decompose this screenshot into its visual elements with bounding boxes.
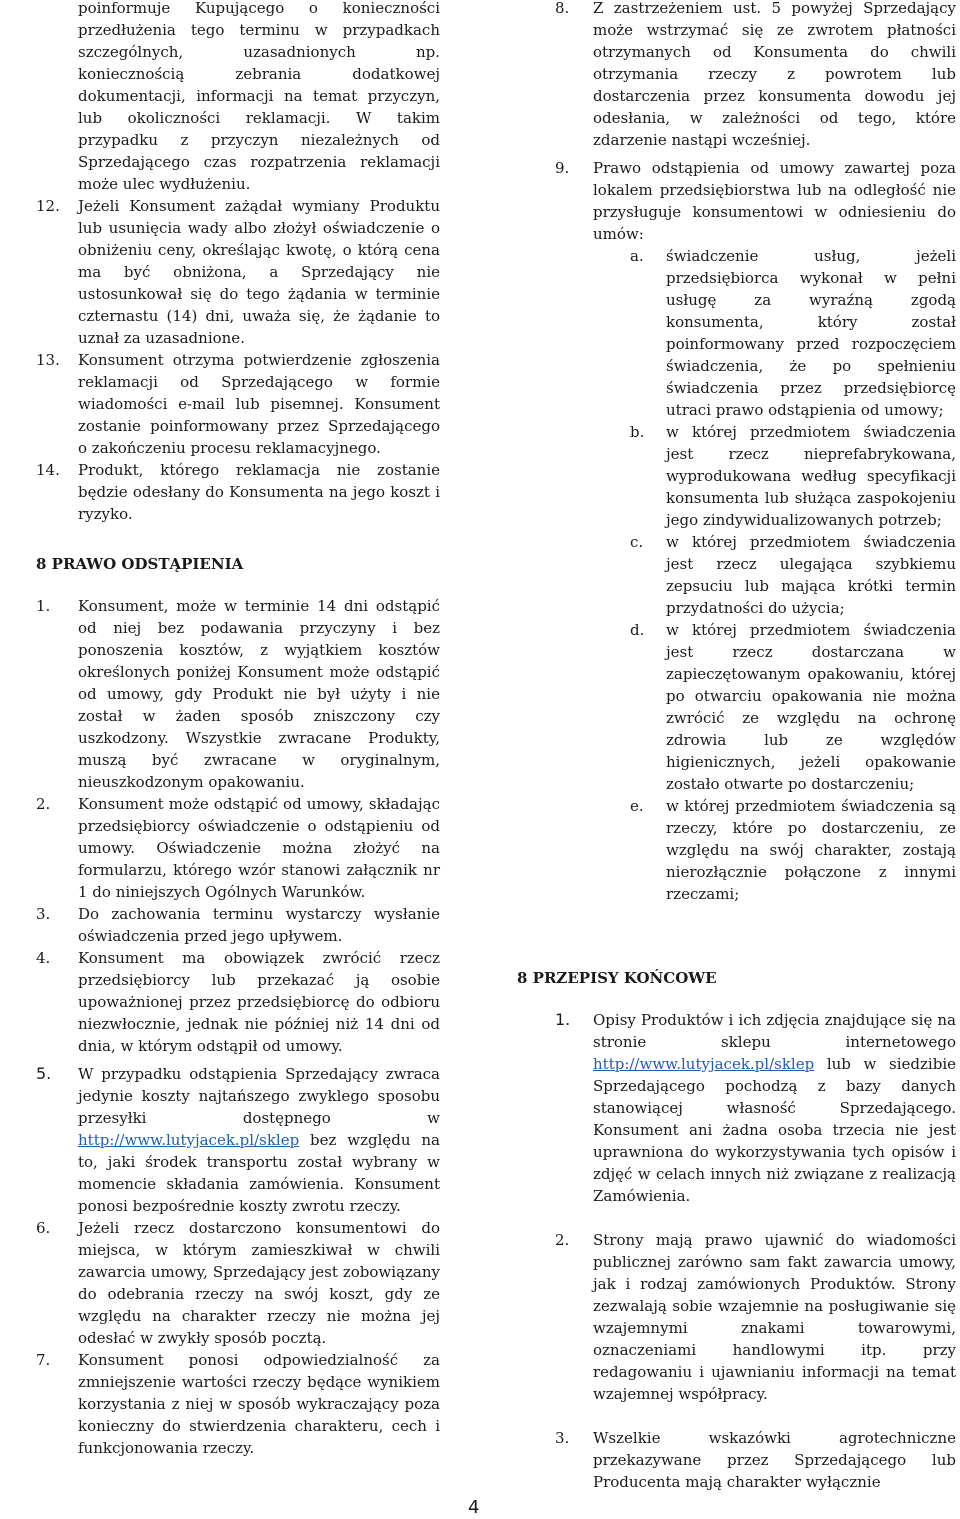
sub-list-item <box>555 245 956 421</box>
sub-item-text: w której przedmiotem świadczenia jest rzecz nieprefabrykowana, wyprodukowana według specyfikacji konsumenta lub służąca zaspokojeniu jego zindywidualizowanych potrzeb; <box>666 423 956 529</box>
item-number: 3. <box>555 1429 570 1447</box>
sub-list-item <box>555 619 956 795</box>
sub-list-item <box>555 421 956 531</box>
list-item <box>36 459 440 525</box>
item-number: 5. <box>36 1064 52 1083</box>
shop-link[interactable]: http://www.lutyjacek.pl/sklep <box>78 1131 300 1149</box>
item-text: Konsument ponosi odpowiedzialność za zmniejszenie wartości rzeczy będące wynikiem korzystania z niej w sposób wykraczający poza konieczny do stwierdzenia charakteru, cech i funkcjonowania rzeczy. <box>78 1351 440 1457</box>
item-text: Konsument może odstąpić od umowy, składając przedsiębiorcy oświadczenie o odstąpieniu od umowy. Oświadczenie można złożyć na formularzu, którego wzór stanowi załącznik nr 1 do niniejszych Ogólnych Warunków. <box>78 795 440 901</box>
item-text: Konsument, może w terminie 14 dni odstąpić od niej bez podawania przyczyny i bez ponoszenia kosztów, z wyjątkiem kosztów określonych poniżej Konsument może odstąpić od umowy, gdy Produkt nie był użyty i nie został w żaden sposób zniszczony czy uszkodzony. Wszystkie zwracane Produkty, muszą być zwracane w oryginalnym, nieuszkodzonym opakowaniu. <box>78 597 440 791</box>
list-item <box>36 947 440 1057</box>
item-text: Prawo odstąpienia od umowy zawartej poza lokalem przedsiębiorstwa lub na odległość nie przysługuje konsumentowi w odniesieniu do umów: <box>593 159 956 243</box>
list-item <box>555 1009 956 1207</box>
item-text: Strony mają prawo ujawnić do wiadomości publicznej zarówno sam fakt zawarcia umowy, jak i rodzaj zamówionych Produktów. Strony zezwalają sobie wzajemnie na posługiwanie się wzajemnymi znakami towarowymi, oznaczeniami handlowymi itp. przy redagowaniu i ujawnianiu informacji na temat wzajemnej współpracy. <box>593 1231 956 1403</box>
item-text: Wszelkie wskazówki agrotechniczne przekazywane przez Sprzedającego lub Producenta mają charakter wyłącznie <box>593 1429 956 1491</box>
item-text-part: lub w siedzibie Sprzedającego pochodzą z bazy danych stanowiącej własność Sprzedającego. Konsument ani żadna osoba trzecia nie jest uprawniona do wykorzystywania tych opisów i zdjęć w celach innych niż związane z realizacją Zamówienia. <box>593 1055 956 1205</box>
list-item <box>36 349 440 459</box>
item-text: Konsument otrzyma potwierdzenie zgłoszenia reklamacji od Sprzedającego w formie wiadomości e-mail lub pisemnej. Konsument zostanie poinformowany przez Sprzedającego o zakończeniu procesu reklamacyjnego. <box>78 351 440 457</box>
list-item <box>555 157 956 245</box>
item-number: 6. <box>36 1219 51 1237</box>
list-item <box>36 793 440 903</box>
sub-item-letter: a. <box>630 247 644 265</box>
list-item <box>36 1217 440 1349</box>
sub-item-letter: d. <box>630 621 645 639</box>
sub-item-letter: e. <box>630 797 644 815</box>
item-text-part: W przypadku odstąpienia Sprzedający zwraca jedynie koszty najtańszego zwyklego sposobu przesyłki dostępnego w <box>78 1065 440 1127</box>
item-text: Konsument ma obowiązek zwrócić rzecz przedsiębiorcy lub przekazać ją osobie upoważnionej przez przedsiębiorcę do odbioru niezwłocznie, jednak nie później niż 14 dni od dnia, w którym odstąpił od umowy. <box>78 949 440 1055</box>
item-number: 2. <box>555 1231 570 1249</box>
item-number: 1. <box>555 1010 571 1029</box>
section-heading-final: 8 PRZEPISY KOŃCOWE <box>517 969 717 987</box>
item-number: 3. <box>36 905 51 923</box>
intro-paragraph <box>36 0 440 195</box>
item-text: Z zastrzeżeniem ust. 5 powyżej Sprzedający może wstrzymać się ze zwrotem płatności otrzymanych od Konsumenta do chwili otrzymania rzeczy z powrotem lub dostarczenia przez konsumenta dowodu jej odesłania, w zależności od tego, które zdarzenie nastąpi wcześniej. <box>593 0 956 149</box>
item-text: Jeżeli rzecz dostarczono konsumentowi do miejsca, w którym zamieszkiwał w chwili zawarcia umowy, Sprzedający jest zobowiązany do odebrania rzeczy na swój koszt, gdy ze względu na charakter rzeczy nie można jej odesłać w zwykły sposób pocztą. <box>78 1219 440 1347</box>
sub-item-letter: b. <box>630 423 645 441</box>
item-number: 2. <box>36 795 51 813</box>
sub-item-text: w której przedmiotem świadczenia jest rzecz dostarczana w zapieczętowanym opakowaniu, której po otwarciu opakowania nie można zwrócić ze względu na ochronę zdrowia lub ze względów higienicznych, jeżeli opakowanie zostało otwarte po dostarczeniu; <box>666 621 956 793</box>
list-item <box>36 595 440 793</box>
list-item <box>555 0 956 151</box>
list-item <box>555 1427 956 1493</box>
list-item <box>36 1349 440 1459</box>
left-column <box>36 0 440 1459</box>
sub-item-text: w której przedmiotem świadczenia są rzeczy, które po dostarczeniu, ze względu na swój charakter, zostają nierozłącznie połączone z innymi rzeczami; <box>666 797 956 903</box>
item-text <box>593 1009 956 1207</box>
sub-list-item <box>555 531 956 619</box>
item-text: Jeżeli Konsument zażądał wymiany Produktu lub usunięcia wady albo złożył oświadczenie o obniżeniu ceny, określając kwotę, o którą cena ma być obniżona, a Sprzedający nie ustosunkował się do tego żądania w terminie czternastu (14) dni, uważa się, że żądanie to uznał za uzasadnione. <box>78 197 440 347</box>
shop-link[interactable]: http://www.lutyjacek.pl/sklep <box>593 1055 815 1073</box>
item-number: 4. <box>36 949 51 967</box>
sub-item-text: świadczenie usług, jeżeli przedsiębiorca wykonał w pełni usługę za wyraźną zgodą konsumenta, który został poinformowany przed rozpoczęciem świadczenia, że po spełnieniu świadczenia przez przedsiębiorcę utraci prawo odstąpienia od umowy; <box>666 247 956 419</box>
list-item <box>36 903 440 947</box>
page-number: 4 <box>468 1497 480 1518</box>
item-number: 12. <box>36 197 60 215</box>
item-text-part: Opisy Produktów i ich zdjęcia znajdujące się na stronie sklepu internetowego <box>593 1011 956 1051</box>
sub-list-item <box>555 795 956 905</box>
item-text: Produkt, którego reklamacja nie zostanie będzie odesłany do Konsumenta na jego koszt i ryzyko. <box>78 461 440 523</box>
item-number: 13. <box>36 351 60 369</box>
sub-item-letter: c. <box>630 533 644 551</box>
item-number: 8. <box>555 0 570 17</box>
list-item <box>555 1229 956 1405</box>
item-number: 1. <box>36 597 51 615</box>
item-text: Do zachowania terminu wystarczy wysłanie oświadczenia przed jego upływem. <box>78 905 440 945</box>
list-item <box>36 1063 440 1217</box>
item-text <box>78 1063 440 1217</box>
list-item <box>36 195 440 349</box>
item-number: 14. <box>36 461 60 479</box>
item-number: 9. <box>555 159 570 177</box>
intro-text: poinformuje Kupującego o konieczności przedłużenia tego terminu w przypadkach szczególnych, uzasadnionych np. koniecznością zebrania dodatkowej dokumentacji, informacji na temat przyczyn, lub okoliczności reklamacji. W takim przypadku z przyczyn niezależnych od Sprzedającego czas rozpatrzenia reklamacji może ulec wydłużeniu. <box>78 0 440 193</box>
item-number: 7. <box>36 1351 51 1369</box>
right-column <box>517 0 956 1493</box>
item-text-part: bez względu na to, jaki środek transportu został wybrany w momencie składania zamówienia. Konsument ponosi bezpośrednie koszty zwrotu rzeczy. <box>78 1131 440 1215</box>
sub-item-text: w której przedmiotem świadczenia jest rzecz ulegająca szybkiemu zepsuciu lub mająca krótki termin przydatności do użycia; <box>666 533 956 617</box>
section-heading-withdrawal: 8 PRAWO ODSTĄPIENIA <box>36 555 244 573</box>
